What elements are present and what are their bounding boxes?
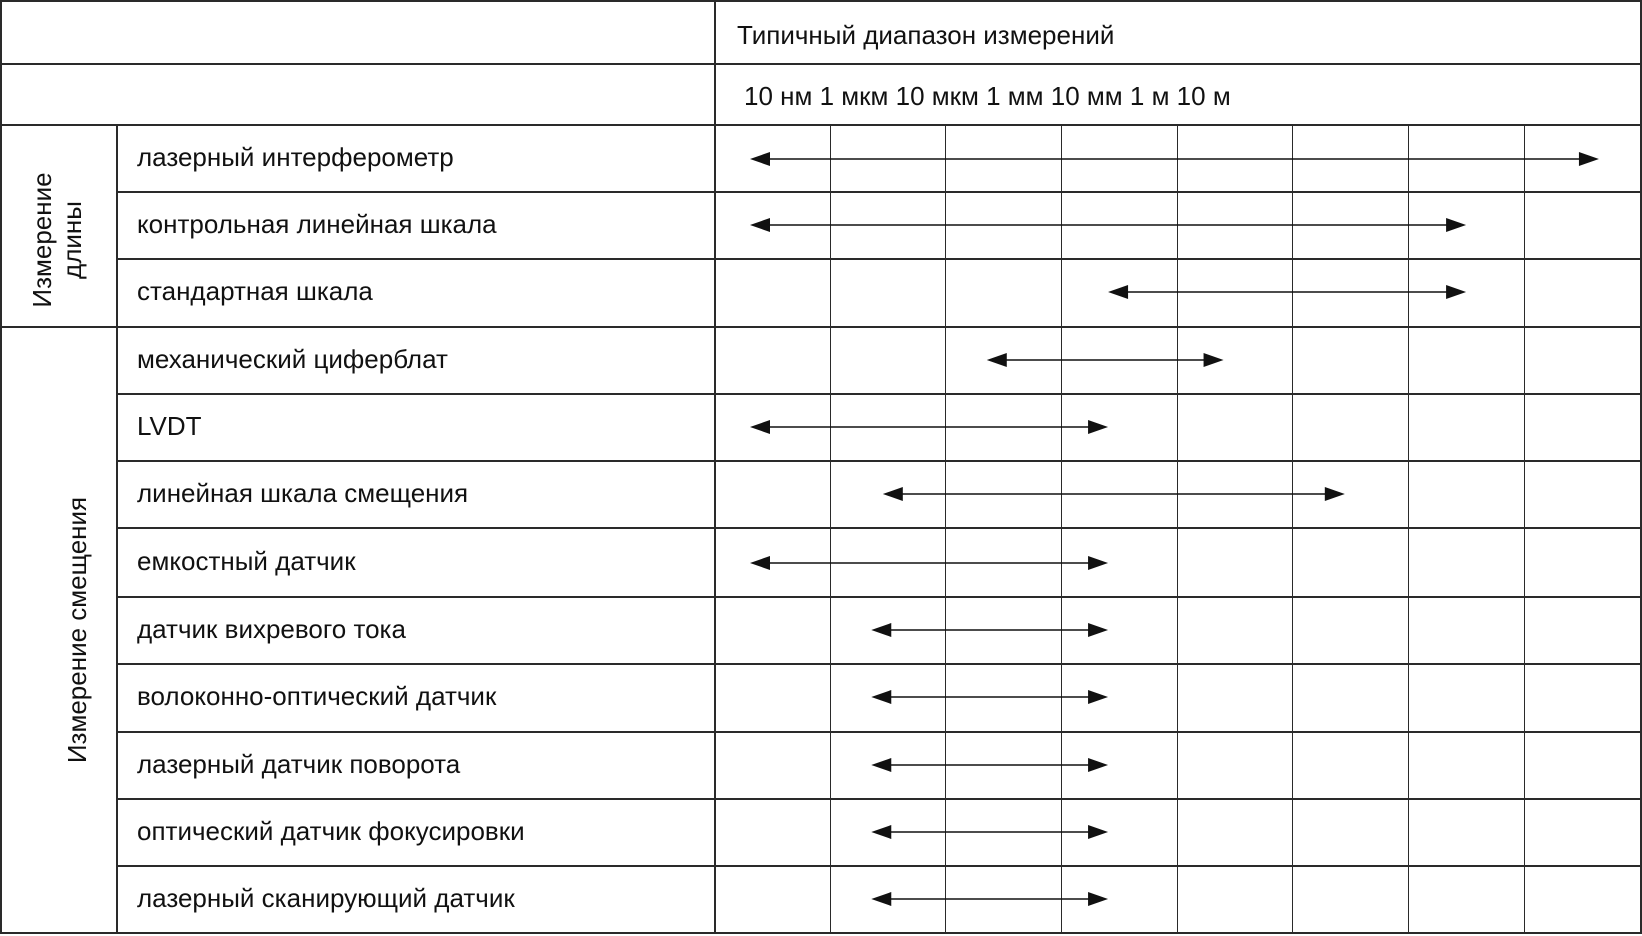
arrow-head [1446,285,1466,299]
arrow-head [1088,825,1108,839]
arrow-head [1579,152,1599,166]
arrow-head [750,556,770,570]
arrow-head [750,218,770,232]
row-label: линейная шкала смещения [137,478,469,508]
arrow-head [1446,218,1466,232]
range-arrow [871,892,1108,906]
range-arrow [871,825,1108,839]
arrow-head [1088,758,1108,772]
range-title: Типичный диапазон измерений [737,20,1115,50]
arrow-head [750,420,770,434]
row-label: лазерный датчик поворота [137,749,461,779]
range-arrow [750,152,1599,166]
range-arrow [987,353,1224,367]
row-label: лазерный интерферометр [137,142,454,172]
row-label: емкостный датчик [137,546,356,576]
row-label: контрольная линейная шкала [137,209,497,239]
range-arrow [883,487,1345,501]
arrow-head [871,758,891,772]
range-arrow [871,758,1108,772]
range-arrow [750,556,1108,570]
range-arrow [750,420,1108,434]
row-label: лазерный сканирующий датчик [137,883,515,913]
scale-labels: 10 нм 1 мкм 10 мкм 1 мм 10 мм 1 м 10 м [744,81,1231,111]
range-arrow [750,218,1466,232]
arrow-head [1088,420,1108,434]
arrow-head [1108,285,1128,299]
arrow-head [1088,623,1108,637]
arrow-head [1204,353,1224,367]
range-arrow [871,623,1108,637]
row-label: LVDT [137,411,202,441]
row-label: оптический датчик фокусировки [137,816,525,846]
arrow-head [987,353,1007,367]
arrow-head [750,152,770,166]
arrow-head [1088,690,1108,704]
arrow-head [871,825,891,839]
row-label: механический циферблат [137,344,448,374]
group-label-length-line1: Измерение [27,172,57,308]
arrow-head [1325,487,1345,501]
arrow-head [871,623,891,637]
group-label-length-line2: длины [57,201,87,279]
arrow-head [871,690,891,704]
row-label: стандартная шкала [137,276,373,306]
range-arrow [871,690,1108,704]
arrow-head [1088,556,1108,570]
group-label-displacement: Измерение смещения [62,496,92,764]
arrow-head [883,487,903,501]
row-label: волоконно-оптический датчик [137,681,497,711]
arrow-head [871,892,891,906]
row-label: датчик вихревого тока [137,614,406,644]
range-arrow [1108,285,1466,299]
arrow-head [1088,892,1108,906]
